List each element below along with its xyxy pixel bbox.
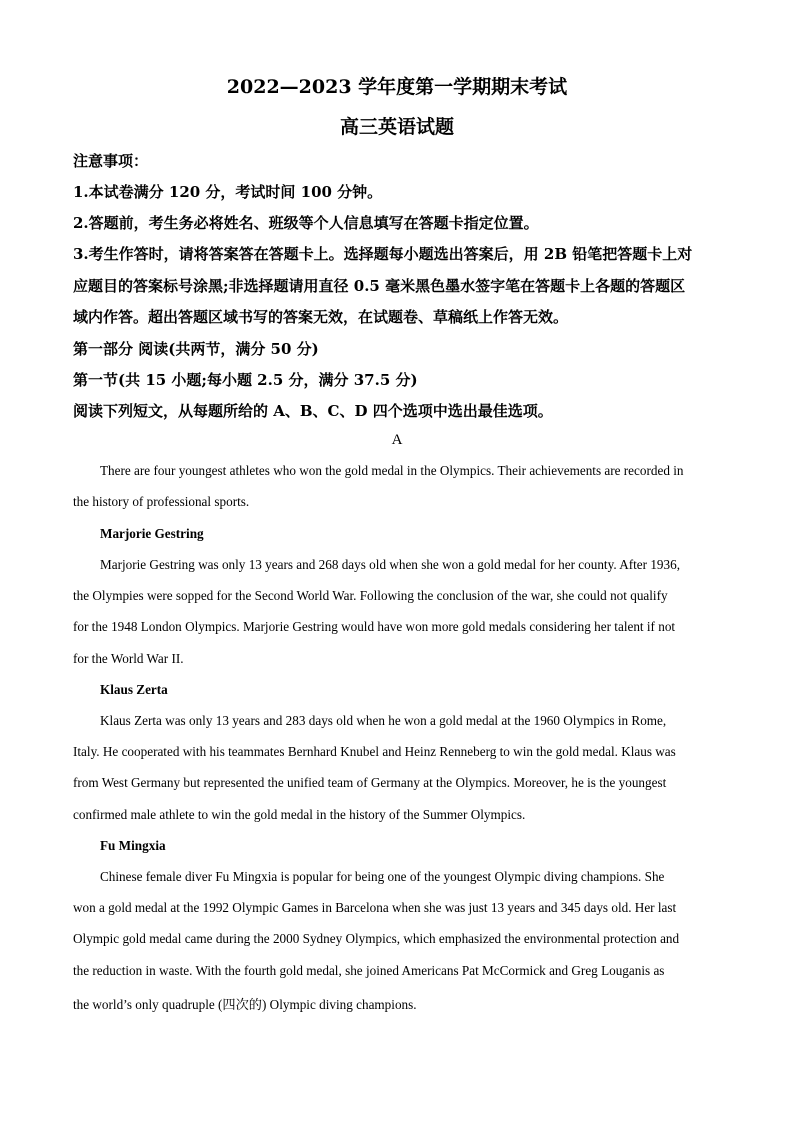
athlete-heading-fu: Fu Mingxia	[100, 838, 166, 853]
instructions-heading: 注意事项：	[73, 152, 149, 170]
exam-title: 2022—2023 学年度第一学期期末考试	[226, 76, 568, 98]
gestring-line-1: Marjorie Gestring was only 13 years and 268 days old when she won a gold medal for her county. After 1936,	[100, 557, 680, 572]
instruction-item-3-line-1: 3.考生作答时，请将答案答在答题卡上。选择题每小题选出答案后，用 2B 铅笔把答题卡上对	[73, 245, 693, 263]
intro-line-2: the history of professional sports.	[73, 494, 250, 509]
gestring-line-4: for the World War II.	[73, 651, 184, 666]
zerta-line-1: Klaus Zerta was only 13 years and 283 days old when he won a gold medal at the 1960 Olympics in Rome,	[100, 713, 667, 728]
fu-line-5: the world’s only quadruple (四次的) Olympic diving champions.	[73, 997, 417, 1012]
athlete-heading-gestring: Marjorie Gestring	[100, 526, 204, 541]
athlete-heading-zerta: Klaus Zerta	[100, 682, 168, 697]
section-title: 第一节(共 15 小题;每小题 2.5 分，满分 37.5 分)	[73, 371, 418, 389]
part-title: 第一部分 阅读(共两节，满分 50 分)	[73, 340, 319, 358]
zerta-line-3: from West Germany but represented the unified team of Germany at the Olympics. Moreover, he is the youngest	[73, 775, 667, 790]
zerta-line-2: Italy. He cooperated with his teammates Bernhard Knubel and Heinz Renneberg to win the gold medal. Klaus was	[73, 744, 676, 759]
gestring-line-2: the Olympies were sopped for the Second World War. Following the conclusion of the war, she could not qualify	[73, 588, 668, 603]
fu-line-2: won a gold medal at the 1992 Olympic Games in Barcelona when she was just 13 years and 345 days old. Her last	[73, 900, 677, 915]
instruction-item-1: 1.本试卷满分 120 分，考试时间 100 分钟。	[73, 183, 383, 201]
gestring-line-3: for the 1948 London Olympics. Marjorie Gestring would have won more gold medals considering her talent if not	[73, 619, 676, 634]
instruction-item-3-line-3: 域内作答。超出答题区域书写的答案无效，在试题卷、草稿纸上作答无效。	[73, 308, 569, 326]
zerta-line-4: confirmed male athlete to win the gold medal in the history of the Summer Olympics.	[73, 807, 526, 822]
instruction-item-3-line-2: 应题目的答案标号涂黑;非选择题请用直径 0.5 毫米黑色墨水签字笔在答题卡上各题的答题区	[73, 277, 686, 295]
exam-subtitle: 高三英语试题	[339, 116, 454, 138]
fu-line-4: the reduction in waste. With the fourth gold medal, she joined Americans Pat McCormick and Greg Louganis as	[73, 963, 665, 978]
directions: 阅读下列短文，从每题所给的 A、B、C、D 四个选项中选出最佳选项。	[73, 402, 553, 420]
intro-line-1: There are four youngest athletes who won the gold medal in the Olympics. Their achievements are recorded in	[100, 463, 684, 478]
instruction-item-2: 2.答题前，考生务必将姓名、班级等个人信息填写在答题卡指定位置。	[73, 214, 539, 232]
fu-line-3: Olympic gold medal came during the 2000 Sydney Olympics, which emphasized the environmental protection and	[73, 931, 680, 946]
fu-line-1: Chinese female diver Fu Mingxia is popular for being one of the youngest Olympic diving champions. She	[100, 869, 665, 884]
passage-label: A	[391, 432, 403, 448]
